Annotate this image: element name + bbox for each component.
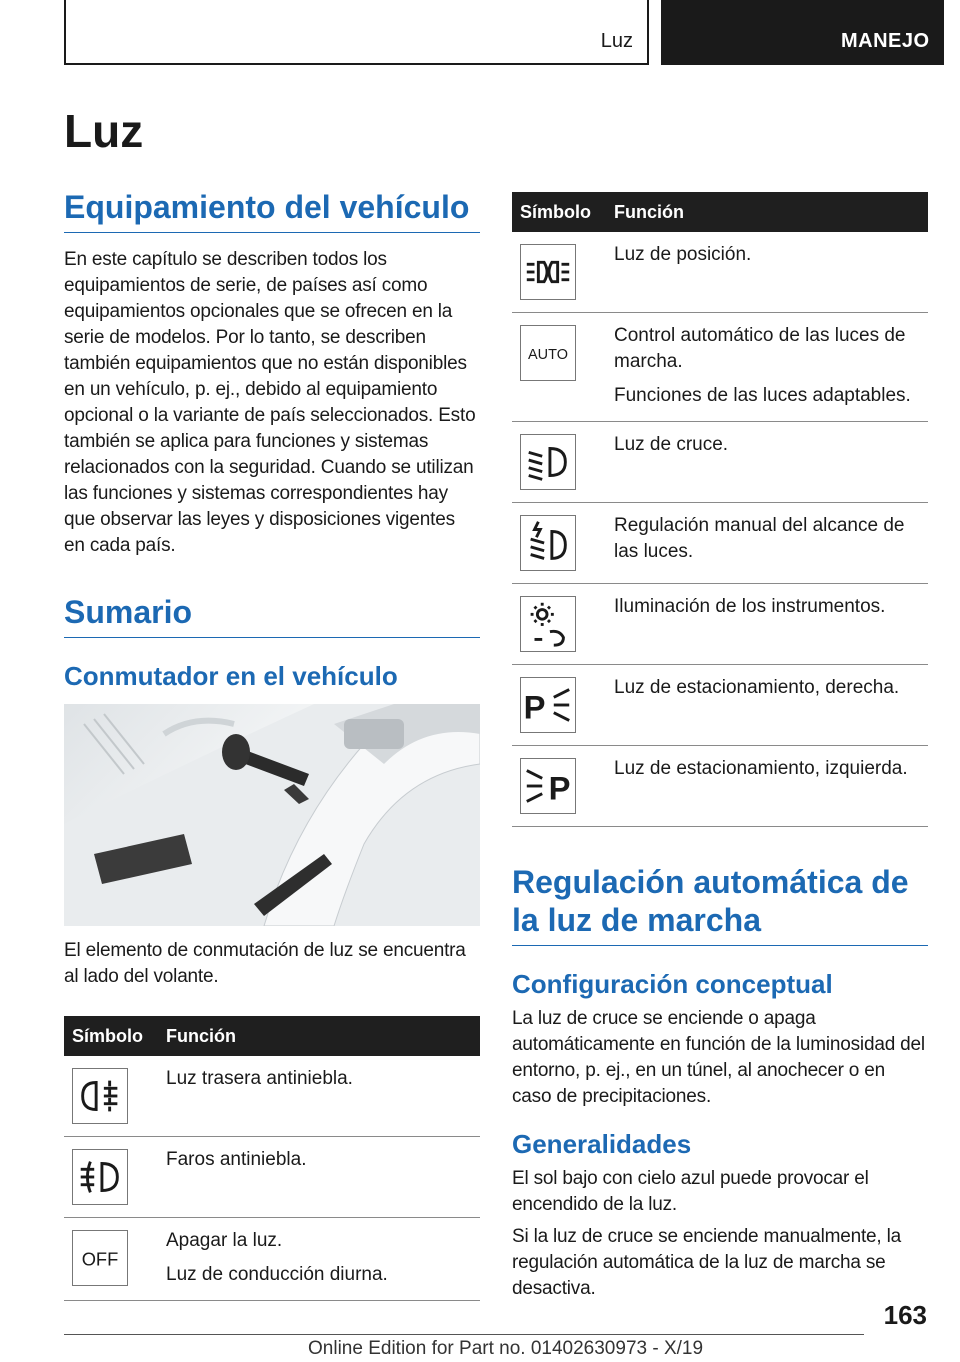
row-function-text: Funciones de las luces adaptables. [614, 385, 911, 406]
heading-configuracion: Configuración conceptual [512, 969, 833, 999]
switch-symbols-table-right [512, 192, 928, 827]
front-fog-light-icon [72, 1149, 128, 1205]
heading-sumario: Sumario [64, 593, 480, 638]
page-number: 163 [883, 1300, 927, 1330]
low-beam-icon [520, 434, 576, 490]
row-function-text: Luz de conducción diurna. [166, 1264, 388, 1285]
instrument-lighting-icon [520, 596, 576, 652]
right-column [512, 192, 928, 1302]
left-column [64, 188, 480, 1301]
headlight-range-icon [520, 515, 576, 571]
svg-text:P: P [548, 769, 571, 807]
para-configuracion: La luz de cruce se enciende o apaga automáticamente en función de la luminosidad del entorno, p. ej., en un túnel, al anochecer o en caso de precipitaciones. [512, 1008, 925, 1107]
heading-conmutador: Conmutador en el vehículo [64, 661, 398, 691]
table-row [512, 584, 928, 665]
switch-symbols-table-left [64, 1016, 480, 1301]
rear-fog-light-icon [72, 1068, 128, 1124]
header-chapter-label: MANEJO [841, 30, 930, 52]
para-generalidades-1: El sol bajo con cielo azul puede provocar el encendido de la luz. [512, 1168, 869, 1215]
auto-icon-label: AUTO [528, 346, 568, 363]
row-function-text: Luz de estacionamiento, derecha. [614, 677, 900, 698]
row-function-text: Regulación manual del alcance de las luces. [614, 515, 905, 562]
steering-column-photo [64, 704, 480, 926]
para-conmutador: El elemento de conmutación de luz se encuentra al lado del volante. [64, 940, 466, 987]
svg-text:P: P [523, 688, 546, 726]
parking-light-right-icon [520, 677, 576, 733]
para-equipamiento: En este capítulo se describen todos los equipamientos de serie, de países así como equipamientos opcionales que se ofrecen en la serie de modelos. Por lo tanto, se describen también equipamientos que no están disponibles en un vehículo, p. ej., debido al equipamiento opcional o la variante de país seleccionados. Esto también se aplica para funciones y sistemas relacionados con la seguridad. Cuando se utilizan las funciones y sistemas correspondientes hay que observar las leyes y disposiciones vigentes en cada país. [64, 249, 476, 556]
heading-equipamiento: Equipamiento del vehículo [64, 188, 480, 233]
row-function-text: Apagar la luz. [166, 1230, 283, 1251]
off-icon [72, 1230, 128, 1286]
parking-lights-icon [520, 244, 576, 300]
footer-edition: Online Edition for Part no. 01402630973 - X/19 [308, 1338, 704, 1359]
heading-regulacion: Regulación automática de la luz de marcha [512, 863, 928, 946]
footer-divider [64, 1334, 864, 1335]
row-function-text: Control automático de las luces de marcha. [614, 325, 906, 372]
auto-icon [520, 325, 576, 381]
header-chapter-tab [661, 0, 944, 65]
steering-column-illustration [64, 704, 480, 926]
col-header-symbol: Símbolo [512, 192, 606, 232]
parking-light-left-icon [520, 758, 576, 814]
row-function-text: Luz trasera antiniebla. [166, 1068, 353, 1089]
header-section-tab [64, 0, 649, 65]
row-function-text: Luz de cruce. [614, 434, 729, 455]
table-row [512, 746, 928, 827]
table-row [512, 503, 928, 584]
para-generalidades-2: Si la luz de cruce se enciende manualmente, la regulación automática de la luz de marcha se desactiva. [512, 1226, 901, 1299]
col-header-function: Función [606, 192, 928, 232]
col-header-function: Función [158, 1016, 480, 1056]
off-icon-label: OFF [81, 1248, 119, 1270]
table-row [64, 1137, 480, 1218]
row-function-text: Faros antiniebla. [166, 1149, 307, 1170]
table-row [512, 313, 928, 422]
heading-generalidades: Generalidades [512, 1129, 692, 1159]
header-section-label: Luz [600, 30, 633, 52]
chapter-title: Luz [64, 105, 144, 157]
row-function-text: Iluminación de los instrumentos. [614, 596, 886, 617]
row-function-text: Luz de posición. [614, 244, 752, 265]
table-row [512, 232, 928, 313]
table-row [64, 1056, 480, 1137]
row-function-text: Luz de estacionamiento, izquierda. [614, 758, 908, 779]
table-row [512, 422, 928, 503]
table-row [512, 665, 928, 746]
table-row [64, 1218, 480, 1301]
col-header-symbol: Símbolo [64, 1016, 158, 1056]
